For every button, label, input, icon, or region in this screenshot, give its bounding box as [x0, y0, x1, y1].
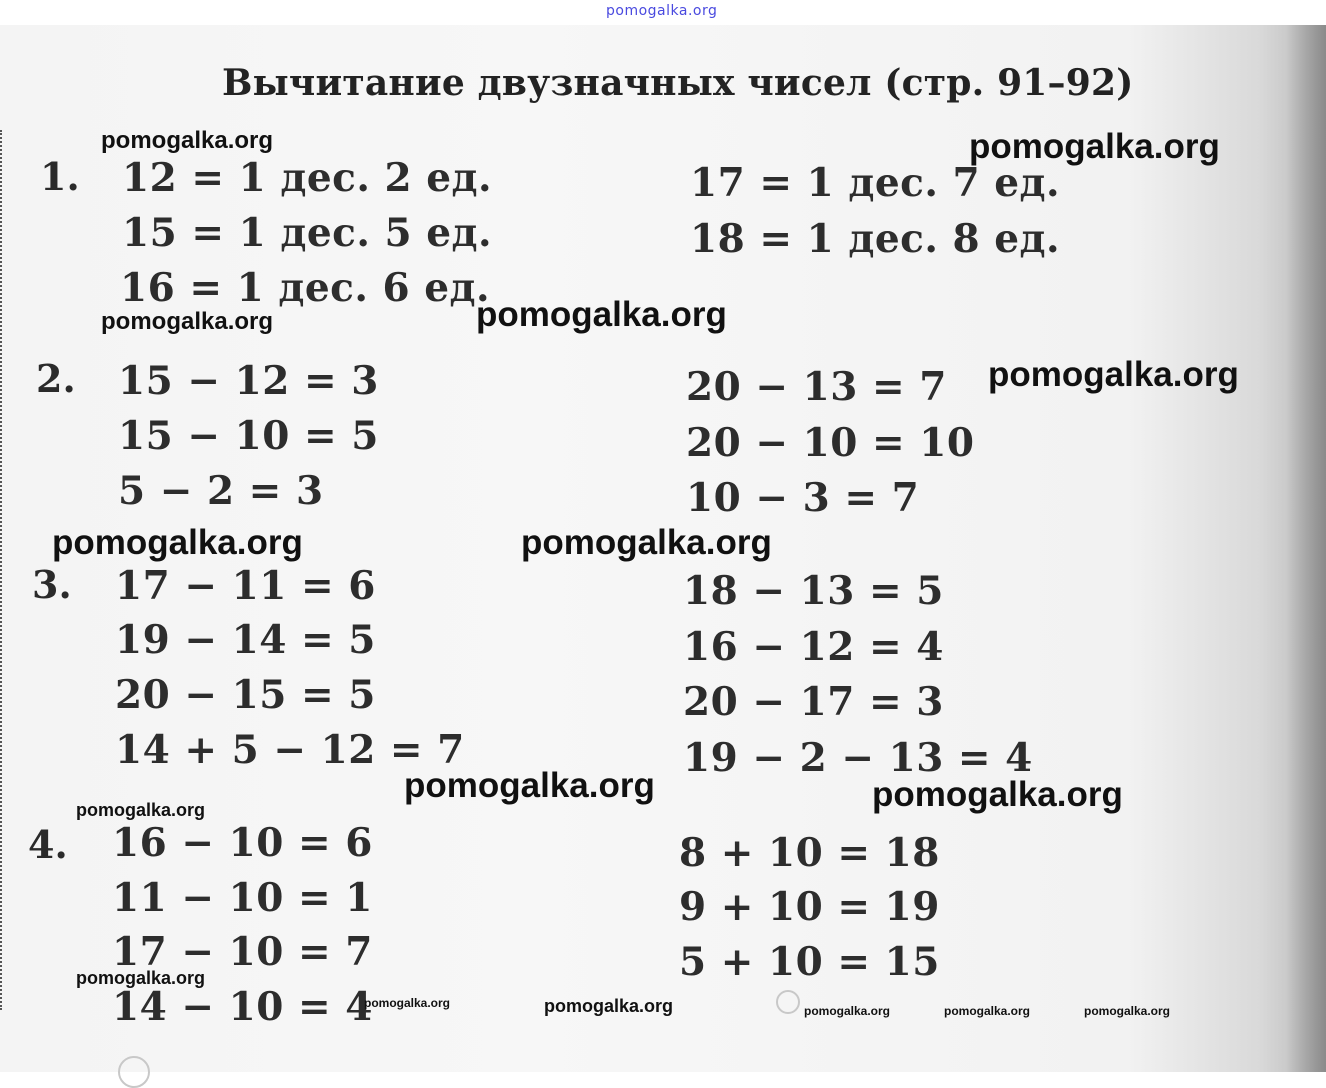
exercise-3-left-line-1: 17 − 11 = 6 — [115, 563, 376, 609]
exercise-1-number: 1. — [40, 154, 80, 199]
watermark: pomogalka.org — [101, 127, 274, 154]
exercise-2-right-line-2: 20 − 10 = 10 — [686, 420, 975, 466]
page-edge-shadow — [1286, 25, 1326, 1072]
exercise-3-right-line-1: 18 − 13 = 5 — [683, 568, 944, 614]
watermark: pomogalka.org — [969, 127, 1220, 166]
exercise-3-right-line-3: 20 − 17 = 3 — [683, 679, 944, 725]
exercise-1-left-line-2: 15 = 1 дес. 5 ед. — [122, 210, 493, 256]
exercise-1-right-line-2: 18 = 1 дес. 8 ед. — [690, 216, 1061, 262]
exercise-4-right-line-3: 5 + 10 = 15 — [679, 939, 940, 985]
exercise-1-left-line-3: 16 = 1 дес. 6 ед. — [120, 265, 491, 311]
watermark: pomogalka.org — [101, 308, 274, 335]
watermark: pomogalka.org — [404, 766, 655, 805]
watermark: pomogalka.org — [872, 775, 1123, 814]
watermark: pomogalka.org — [988, 355, 1239, 394]
watermark: pomogalka.org — [476, 295, 727, 334]
header-watermark: pomogalka.org — [606, 3, 718, 19]
page-title: Вычитание двузначных чисел (стр. 91–92) — [222, 62, 1134, 104]
exercise-2-left-line-2: 15 − 10 = 5 — [118, 413, 379, 459]
watermark: pomogalka.org — [76, 968, 206, 988]
watermark: pomogalka.org — [76, 800, 206, 820]
watermark: pomogalka.org — [521, 523, 772, 562]
exercise-3-left-line-4: 14 + 5 − 12 = 7 — [115, 727, 465, 773]
exercise-3-right-line-4: 19 − 2 − 13 = 4 — [683, 735, 1033, 781]
exercise-4-left-line-1: 16 − 10 = 6 — [112, 820, 373, 866]
watermark: pomogalka.org — [364, 996, 451, 1010]
watermark: pomogalka.org — [1084, 1004, 1171, 1018]
page-smudge — [776, 990, 800, 1014]
page-smudge — [118, 1056, 150, 1088]
exercise-2-left-line-3: 5 − 2 = 3 — [118, 468, 324, 514]
exercise-4-left-line-3: 17 − 10 = 7 — [112, 929, 373, 975]
page-spine-dots — [0, 130, 5, 1010]
exercise-3-right-line-2: 16 − 12 = 4 — [683, 624, 944, 670]
exercise-2-left-line-1: 15 − 12 = 3 — [118, 358, 379, 404]
watermark: pomogalka.org — [944, 1004, 1031, 1018]
exercise-2-right-line-3: 10 − 3 = 7 — [686, 475, 920, 521]
exercise-3-number: 3. — [32, 562, 72, 607]
exercise-1-left-line-1: 12 = 1 дес. 2 ед. — [122, 155, 493, 201]
exercise-2-number: 2. — [36, 356, 76, 401]
exercise-4-right-line-2: 9 + 10 = 19 — [679, 884, 940, 930]
exercise-4-left-line-2: 11 − 10 = 1 — [112, 875, 373, 921]
exercise-2-right-line-1: 20 − 13 = 7 — [686, 364, 947, 410]
watermark: pomogalka.org — [804, 1004, 891, 1018]
exercise-4-right-line-1: 8 + 10 = 18 — [679, 830, 940, 876]
exercise-4-left-line-4: 14 − 10 = 4 — [112, 984, 373, 1030]
exercise-1-right-line-1: 17 = 1 дес. 7 ед. — [690, 160, 1061, 206]
exercise-4-number: 4. — [28, 822, 68, 867]
exercise-3-left-line-3: 20 − 15 = 5 — [115, 672, 376, 718]
watermark: pomogalka.org — [544, 996, 674, 1016]
exercise-3-left-line-2: 19 − 14 = 5 — [115, 617, 376, 663]
watermark: pomogalka.org — [52, 523, 303, 562]
